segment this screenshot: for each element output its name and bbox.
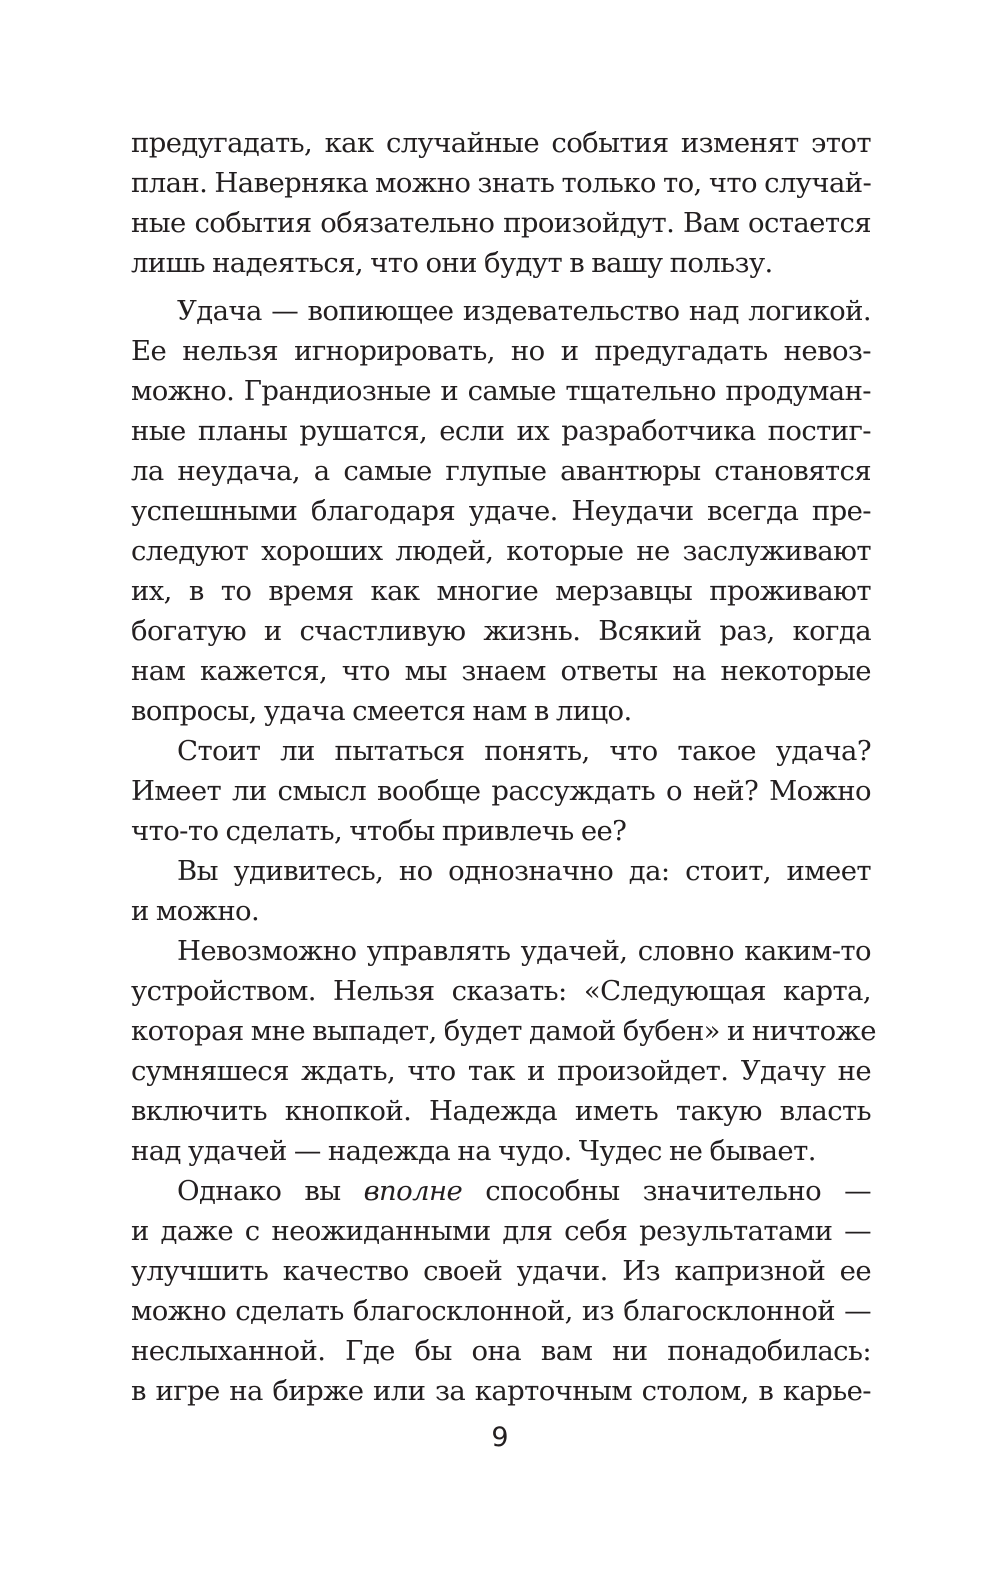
text-run: способны значительно —: [462, 1175, 871, 1207]
text-line: ла неудача, а самые глупые авантюры становятся: [131, 455, 871, 487]
text-line: можно. Грандиозные и самые тщательно продуман-: [131, 375, 871, 407]
text-line: можно сделать благосклонной, из благосклонной —: [131, 1295, 871, 1327]
text-line: богатую и счастливую жизнь. Всякий раз, когда: [131, 615, 871, 647]
text-line: которая мне выпадет, будет дамой бубен» и ничтоже: [131, 1015, 876, 1047]
text-line: в игре на бирже или за карточным столом, в карье-: [131, 1375, 871, 1407]
emphasis-text: вполне: [363, 1175, 463, 1207]
text-line: Вы удивитесь, но однозначно да: стоит, имеет: [177, 855, 871, 887]
text-line: вопросы, удача смеется нам в лицо.: [131, 695, 632, 727]
text-line: план. Наверняка можно знать только то, что случай-: [131, 167, 872, 199]
text-line: Стоит ли пытаться понять, что такое удача?: [177, 735, 871, 767]
text-line: ные планы рушатся, если их разработчика постиг-: [131, 415, 871, 447]
body-text: [131, 123, 876, 1411]
text-line: улучшить качество своей удачи. Из капризной ее: [131, 1255, 871, 1287]
text-run: Однако вы: [177, 1175, 364, 1207]
text-line: их, в то время как многие мерзавцы проживают: [131, 575, 871, 607]
text-line: Невозможно управлять удачей, словно каким-то: [177, 935, 871, 967]
text-line: неслыханной. Где бы она вам ни понадобилась:: [131, 1335, 871, 1367]
text-line: и можно.: [131, 895, 260, 927]
text-line: лишь надеяться, что они будут в вашу пользу.: [131, 247, 773, 279]
text-line: нам кажется, что мы знаем ответы на некоторые: [131, 655, 871, 687]
text-line: и даже с неожиданными для себя результатами —: [131, 1215, 871, 1247]
text-line: над удачей — надежда на чудо. Чудес не бывает.: [131, 1135, 816, 1167]
text-line: ные события обязательно произойдут. Вам остается: [131, 207, 871, 239]
text-line: включить кнопкой. Надежда иметь такую власть: [131, 1095, 871, 1127]
text-line: устройством. Нельзя сказать: «Следующая карта,: [131, 975, 871, 1007]
text-line: Удача — вопиющее издевательство над логикой.: [177, 295, 871, 327]
text-line: [131, 1171, 871, 1211]
page-number: 9: [491, 1422, 509, 1453]
text-line: Ее нельзя игнорировать, но и предугадать невоз-: [131, 335, 871, 367]
text-line: предугадать, как случайные события изменят этот: [131, 127, 871, 159]
text-line: сумняшеся ждать, что так и произойдет. Удачу не: [131, 1055, 871, 1087]
text-line: Имеет ли смысл вообще рассуждать о ней? Можно: [131, 775, 871, 807]
text-line: следуют хороших людей, которые не заслуживают: [131, 535, 871, 567]
text-line: что-то сделать, чтобы привлечь ее?: [131, 815, 627, 847]
text-line: успешными благодаря удаче. Неудачи всегда пре-: [131, 495, 871, 527]
